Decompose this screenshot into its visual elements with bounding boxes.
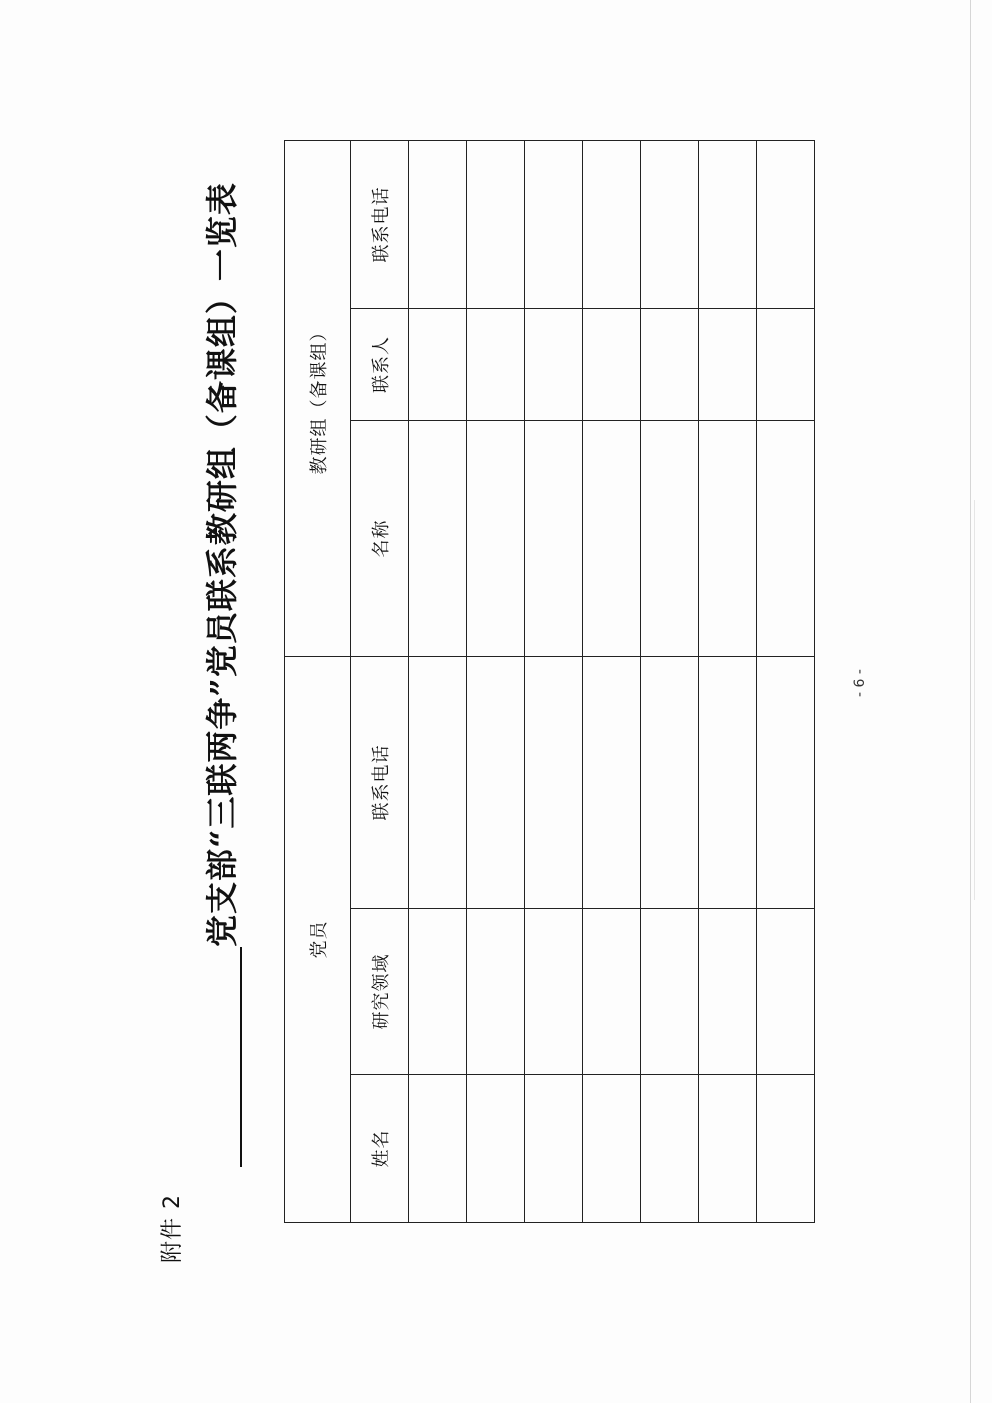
page-title: 党支部“三联两争”党员联系教研组（备课组）一览表 (203, 182, 241, 947)
table-cell[interactable] (525, 421, 583, 657)
table-cell[interactable] (641, 421, 699, 657)
table-cell[interactable] (583, 909, 641, 1075)
table-cell[interactable] (583, 421, 641, 657)
table-cell[interactable] (409, 141, 467, 309)
table-row (641, 141, 699, 1223)
table-cell[interactable] (699, 421, 757, 657)
table-row (583, 141, 641, 1223)
table-cell[interactable] (757, 1075, 815, 1223)
table-cell[interactable] (467, 1075, 525, 1223)
attachment-label: 附件 2 (160, 1194, 185, 1263)
table-body (409, 141, 815, 1223)
table-cell[interactable] (525, 909, 583, 1075)
table-cell[interactable] (525, 141, 583, 309)
table-cell[interactable] (409, 309, 467, 421)
table-cell[interactable] (409, 657, 467, 909)
group-header-teaching-group: 教研组（备课组） (285, 141, 351, 657)
table-cell[interactable] (641, 141, 699, 309)
column-header-name: 姓名 (351, 1075, 409, 1223)
table-row (467, 141, 525, 1223)
table-cell[interactable] (757, 421, 815, 657)
table-cell[interactable] (409, 1075, 467, 1223)
column-header-group-name: 名称 (351, 421, 409, 657)
table-cell[interactable] (641, 1075, 699, 1223)
table-cell[interactable] (583, 657, 641, 909)
table-cell[interactable] (525, 657, 583, 909)
title-fill-in-blank[interactable] (200, 947, 242, 1167)
table-cell[interactable] (641, 657, 699, 909)
table-cell[interactable] (467, 141, 525, 309)
page-number: - 6 - (852, 669, 868, 697)
table-cell[interactable] (467, 309, 525, 421)
table-cell[interactable] (699, 1075, 757, 1223)
title-row (196, 167, 242, 1167)
table-cell[interactable] (467, 657, 525, 909)
table-cell[interactable] (409, 909, 467, 1075)
table-cell[interactable] (467, 909, 525, 1075)
table-cell[interactable] (583, 1075, 641, 1223)
table-cell[interactable] (699, 309, 757, 421)
table-cell[interactable] (699, 141, 757, 309)
table-cell[interactable] (641, 309, 699, 421)
table-cell[interactable] (757, 309, 815, 421)
column-header-research-field: 研究领域 (351, 909, 409, 1075)
column-header-contact-phone: 联系电话 (351, 141, 409, 309)
table-row (699, 141, 757, 1223)
table-column-header-row (351, 141, 409, 1223)
table-cell[interactable] (699, 909, 757, 1075)
table-cell[interactable] (583, 309, 641, 421)
table-cell[interactable] (467, 421, 525, 657)
table-cell[interactable] (757, 909, 815, 1075)
table-cell[interactable] (583, 141, 641, 309)
table-group-header-row (285, 141, 351, 1223)
column-header-member-phone: 联系电话 (351, 657, 409, 909)
table-row (757, 141, 815, 1223)
contact-table (284, 140, 815, 1223)
column-header-contact-person: 联系人 (351, 309, 409, 421)
table-cell[interactable] (699, 657, 757, 909)
table-cell[interactable] (525, 1075, 583, 1223)
table-cell[interactable] (757, 141, 815, 309)
group-header-party-member: 党员 (285, 657, 351, 1223)
table-cell[interactable] (525, 309, 583, 421)
table-cell[interactable] (409, 421, 467, 657)
table-row (525, 141, 583, 1223)
table-cell[interactable] (757, 657, 815, 909)
table-row (409, 141, 467, 1223)
table-cell[interactable] (641, 909, 699, 1075)
